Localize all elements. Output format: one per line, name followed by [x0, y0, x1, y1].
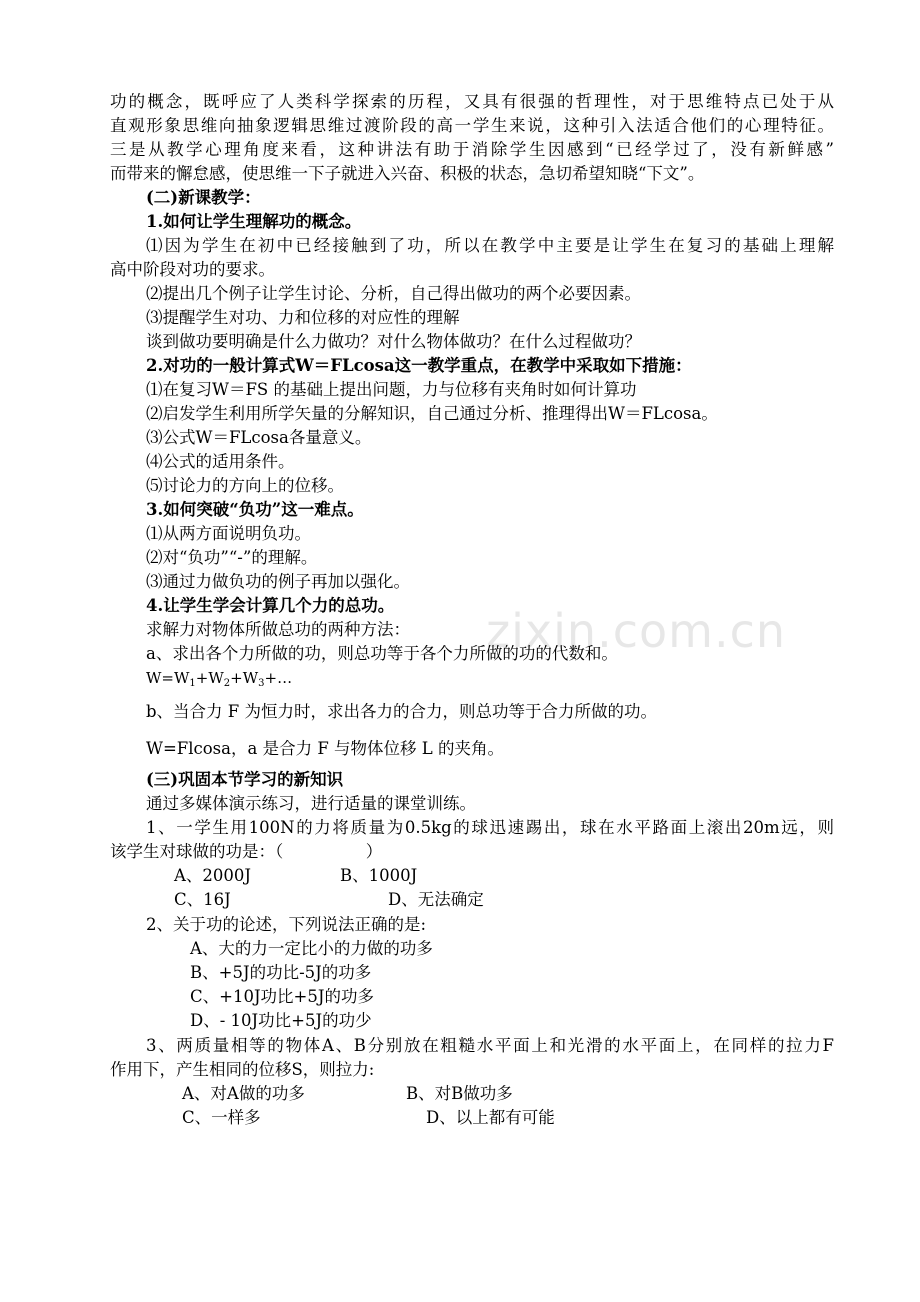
subscript-1: 1	[189, 678, 196, 689]
point-3-item-2: ⑵对“负功”“-”的理解。	[146, 548, 318, 567]
point-3-title: 3.如何突破“负功”这一难点。	[146, 500, 364, 519]
point-1-item-4: 谈到做功要明确是什么力做功？对什么物体做功？在什么过程做功？	[146, 332, 641, 351]
question-2-option-d: D、- 10J功比+5J的功少	[190, 1011, 372, 1030]
point-1-item-2: ⑵提出几个例子让学生讨论、分析，自己得出做功的两个必要因素。	[146, 284, 641, 303]
intro-line-4: 而带来的懈怠感，使思维一下子就进入兴奋、积极的状态，急切希望知晓“下文”。	[110, 164, 705, 183]
point-4-item-3: b、当合力 F 为恒力时，求出各力的合力，则总功等于合力所做的功。	[146, 702, 658, 721]
point-1-item-3: ⑶提醒学生对功、力和位移的对应性的理解	[146, 308, 460, 327]
question-2-option-c: C、+10J功比+5J的功多	[190, 987, 374, 1006]
formula-w: W=W	[146, 669, 190, 687]
question-2-option-a: A、大的力一定比小的力做的功多	[190, 939, 433, 958]
question-3-option-c: C、一样多	[182, 1108, 261, 1127]
intro-line-1: 功的概念，既呼应了人类科学探索的历程，又具有很强的哲理性，对于思维特点已处于从	[110, 92, 834, 111]
watermark: zixin.com.cn	[486, 604, 787, 658]
point-1-item-1a: ⑴因为学生在初中已经接触到了功，所以在教学中主要是让学生在复习的基础上理解	[146, 236, 834, 255]
subscript-3: 3	[258, 678, 265, 689]
subscript-2: 2	[223, 678, 231, 689]
point-4-item-2: a、求出各个力所做的功，则总功等于各个力所做的功的代数和。	[146, 644, 618, 663]
intro-line-3: 三是从教学心理角度来看，这种讲法有助于消除学生因感到“已经学过了，没有新鲜感”	[110, 140, 834, 159]
question-3-option-a: A、对A做的功多	[182, 1084, 305, 1103]
formula-plus-2: +W	[230, 669, 259, 687]
formula-end: +…	[264, 669, 293, 687]
question-1-stem-a: 1、一学生用100N的力将质量为0.5kg的球迅速踢出，球在水平路面上滚出20m远，则	[146, 818, 834, 837]
point-4-item-4: W=Flcosa，a 是合力 F 与物体位移 L 的夹角。	[146, 739, 504, 758]
point-2-title: 2.对功的一般计算式W＝FLcosa这一教学重点，在教学中采取如下措施：	[146, 356, 692, 375]
question-1-option-a: A、2000J	[174, 866, 252, 885]
point-4-item-1: 求解力对物体所做总功的两种方法：	[146, 620, 410, 639]
point-4-title: 4.让学生学会计算几个力的总功。	[146, 596, 395, 615]
point-2-item-2: ⑵启发学生利用所学矢量的分解知识，自己通过分析、推理得出W＝FLcosa。	[146, 404, 718, 423]
point-2-item-4: ⑷公式的适用条件。	[146, 452, 295, 471]
question-3-stem-a: 3、两质量相等的物体A、B分别放在粗糙水平面上和光滑的水平面上，在同样的拉力F	[146, 1036, 834, 1055]
intro-line-2: 直观形象思维向抽象逻辑思维过渡阶段的高一学生来说，这种引入法适合他们的心理特征。	[110, 116, 834, 135]
point-2-item-3: ⑶公式W＝FLcosa各量意义。	[146, 428, 372, 447]
work-sum-formula	[146, 666, 292, 690]
point-3-item-3: ⑶通过力做负功的例子再加以强化。	[146, 572, 410, 591]
question-1-stem-b: 该学生对球做的功是：（ ）	[110, 842, 383, 861]
point-2-item-5: ⑸讨论力的方向上的位移。	[146, 476, 344, 495]
question-1-option-b: B、1000J	[340, 866, 418, 885]
point-1-title: 1.如何让学生理解功的概念。	[146, 212, 362, 231]
question-2-option-b: B、+5J的功比-5J的功多	[190, 963, 372, 982]
question-3-stem-b: 作用下，产生相同的位移S，则拉力:	[110, 1060, 375, 1079]
formula-plus-1: +W	[195, 669, 224, 687]
point-2-item-1: ⑴在复习W＝FS 的基础上提出问题，力与位移有夹角时如何计算功	[146, 380, 637, 399]
question-3-option-b: B、对B做功多	[406, 1084, 513, 1103]
section-3-heading: (三)巩固本节学习的新知识	[146, 770, 344, 789]
question-2-stem: 2、关于功的论述，下列说法正确的是:	[146, 915, 427, 934]
section-3-intro: 通过多媒体演示练习，进行适量的课堂训练。	[146, 794, 476, 813]
point-3-item-1: ⑴从两方面说明负功。	[146, 524, 311, 543]
question-3-option-d: D、以上都有可能	[426, 1108, 555, 1127]
question-1-option-c: C、16J	[174, 890, 231, 909]
point-1-item-1b: 高中阶段对功的要求。	[110, 260, 275, 279]
question-1-option-d: D、无法确定	[388, 890, 484, 909]
section-2-heading: (二)新课教学：	[146, 188, 261, 207]
